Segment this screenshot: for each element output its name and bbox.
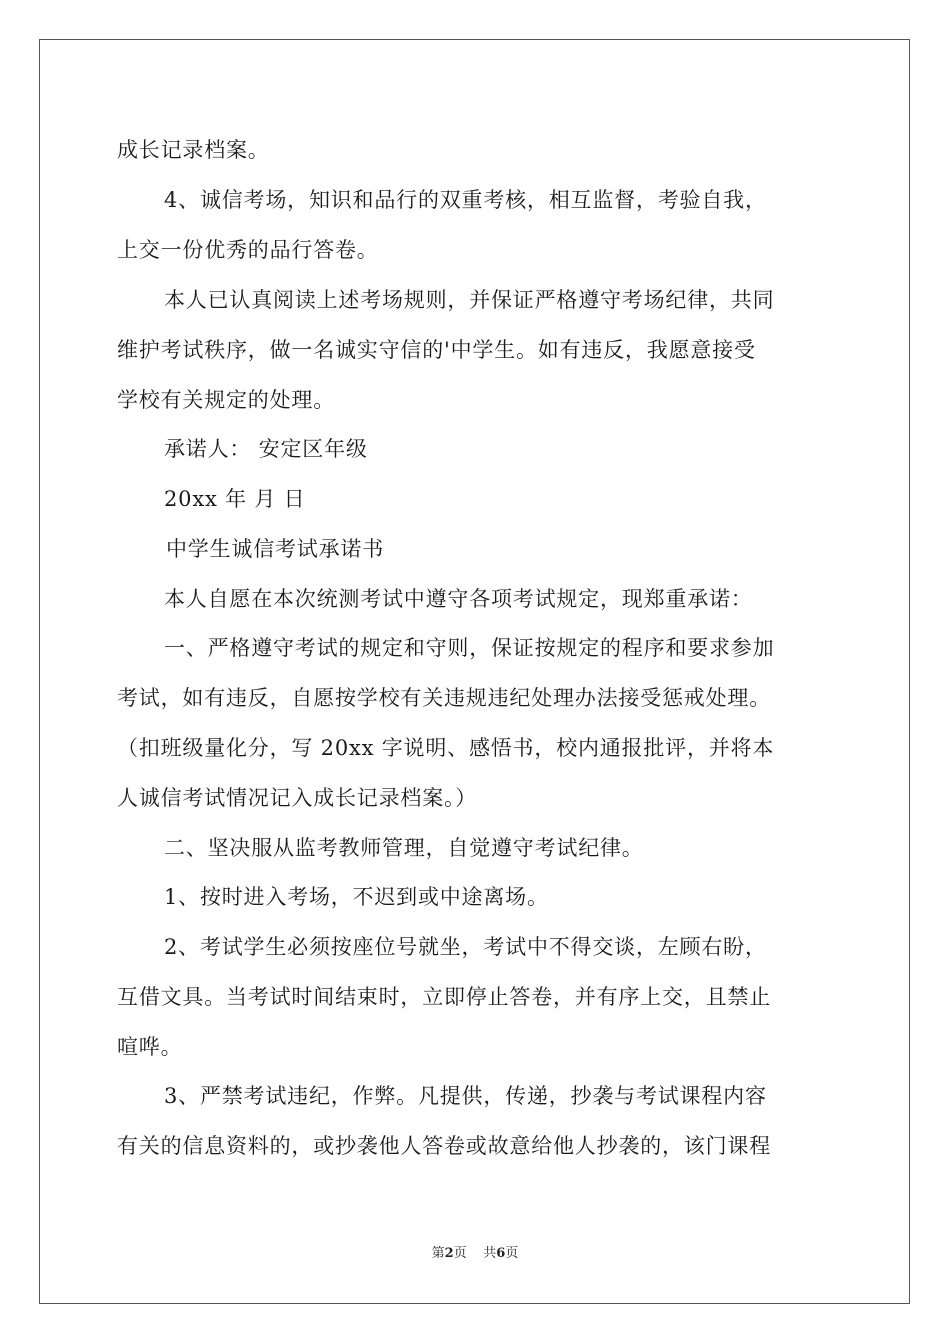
section-title: 中学生诚信考试承诺书 bbox=[166, 537, 384, 561]
text-line: 4、诚信考场，知识和品行的双重考核，相互监督，考验自我， bbox=[164, 188, 767, 212]
text-line: 喧哗。 bbox=[117, 1035, 183, 1059]
text-line: 本人已认真阅读上述考场规则，并保证严格遵守考场纪律，共同 bbox=[164, 288, 775, 312]
signature-line: 承诺人： 安定区年级 bbox=[164, 437, 368, 461]
text-line: 互借文具。当考试时间结束时，立即停止答卷，并有序上交，且禁止 bbox=[117, 985, 771, 1009]
text-line: 考试，如有违反，自愿按学校有关违规违纪处理办法接受惩戒处理。 bbox=[117, 686, 771, 710]
text-line: 本人自愿在本次统测考试中遵守各项考试规定，现郑重承诺： bbox=[164, 587, 753, 611]
text-line: 1、按时进入考场，不迟到或中途离场。 bbox=[164, 885, 549, 909]
total-suffix: 页 bbox=[505, 1246, 519, 1261]
text-line: 学校有关规定的处理。 bbox=[117, 388, 335, 412]
page-border bbox=[39, 39, 910, 1304]
total-pages: 6 bbox=[496, 1246, 506, 1261]
text-line: 2、考试学生必须按座位号就坐，考试中不得交谈，左顾右盼， bbox=[164, 935, 767, 959]
text-line: 3、严禁考试违纪，作弊。凡提供，传递，抄袭与考试课程内容 bbox=[164, 1084, 767, 1108]
page-prefix: 第 bbox=[431, 1246, 445, 1261]
text-line: 人诚信考试情况记入成长记录档案。） bbox=[117, 786, 478, 810]
text-line: 有关的信息资料的，或抄袭他人答卷或故意给他人抄袭的，该门课程 bbox=[117, 1134, 771, 1158]
page-suffix: 页 bbox=[453, 1246, 467, 1261]
page-footer bbox=[0, 1246, 950, 1262]
total-prefix: 共 bbox=[483, 1246, 497, 1261]
text-line: 维护考试秩序，做一名诚实守信的'中学生。如有违反，我愿意接受 bbox=[117, 338, 756, 362]
date-line: 20xx 年 月 日 bbox=[164, 487, 306, 511]
text-line: 二、坚决服从监考教师管理，自觉遵守考试纪律。 bbox=[164, 836, 644, 860]
text-line: 一、严格遵守考试的规定和守则，保证按规定的程序和要求参加 bbox=[164, 636, 775, 660]
page-number: 2 bbox=[444, 1246, 454, 1261]
text-line: 上交一份优秀的品行答卷。 bbox=[117, 238, 379, 262]
text-line: 成长记录档案。 bbox=[117, 138, 270, 162]
text-line: （扣班级量化分，写 20xx 字说明、感悟书，校内通报批评，并将本 bbox=[117, 736, 775, 760]
